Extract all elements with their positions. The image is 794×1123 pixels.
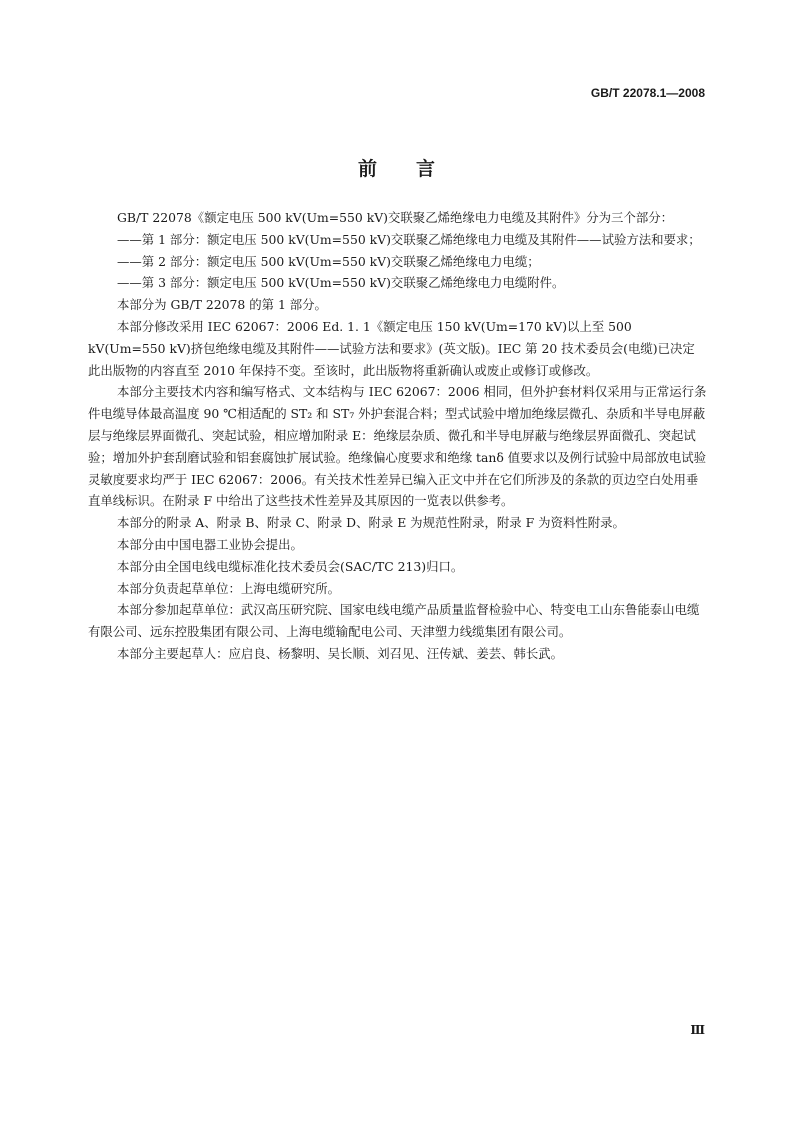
foreword-body [88, 207, 707, 665]
paragraph-annexes: 本部分的附录 A、附录 B、附录 C、附录 D、附录 E 为规范性附录，附录 F 为资料性附录。 [117, 515, 625, 531]
standard-number: GB/T 22078.1—2008 [590, 86, 705, 100]
paragraph-technical-differences: 本部分主要技术内容和编写格式、文本结构与 IEC 62067：2006 相同，但外护套材料仅采用与正常运行条件电缆导体最高温度 90 ℃相适配的 ST₂ 和 ST₇ 外护套混合料；型式试验中增加绝缘层微孔、杂质和半导电屏蔽层与绝缘层界面微孔、突起试验，相应增加附录 E：绝缘层杂质、微孔和半导电屏蔽与绝缘层界面微孔、突起试验；增加外护套刮磨试验和铝套腐蚀扩展试验。绝缘偏心度要求和绝缘 tanδ 值要求以及例行试验中局部放电试验灵敏度要求均严于 IEC 62067：2006。有关技术性差异已编入正文中并在它们所涉及的条款的页边空白处用垂直单线标识。在附录 F 中给出了这些技术性差异及其原因的一览表以供参考。 [88, 384, 707, 509]
title-char-1: 前 [357, 158, 378, 180]
list-item-part-1: ——第 1 部分：额定电压 500 kV(Um=550 kV)交联聚乙烯绝缘电力电缆及其附件——试验方法和要求； [117, 231, 701, 247]
list-item-part-2: ——第 2 部分：额定电压 500 kV(Um=550 kV)交联聚乙烯绝缘电力电缆； [117, 253, 540, 269]
paragraph-administration: 本部分由全国电线电缆标准化技术委员会(SAC/TC 213)归口。 [117, 558, 464, 574]
list-item-part-3: ——第 3 部分：额定电压 500 kV(Um=550 kV)交联聚乙烯绝缘电力电缆附件。 [117, 275, 565, 291]
paragraph-part-number: 本部分为 GB/T 22078 的第 1 部分。 [117, 297, 327, 313]
page-title [0, 154, 794, 181]
title-char-2: 言 [416, 158, 437, 180]
paragraph-drafters: 本部分主要起草人：应启良、杨黎明、吴长顺、刘召见、汪传斌、姜芸、韩长武。 [117, 645, 564, 661]
paragraph-adoption: 本部分修改采用 IEC 62067：2006 Ed. 1. 1《额定电压 150 kV(Um=170 kV)以上至 500 kV(Um=550 kV)挤包绝缘电缆及其附件——试验方法和要求》(英文版)。IEC 第 20 技术委员会(电缆)已决定此出版物的内容直至 2010 年保持不变。至该时，此出版物将重新确认或废止或修订或修改。 [88, 318, 695, 378]
paragraph-participating-units: 本部分参加起草单位：武汉高压研究院、国家电线电缆产品质量监督检验中心、特变电工山东鲁能泰山电缆有限公司、远东控股集团有限公司、上海电缆输配电公司、天津塑力线缆集团有限公司。 [88, 602, 700, 640]
paragraph-proposer: 本部分由中国电器工业协会提出。 [117, 536, 303, 552]
paragraph-drafting-unit: 本部分负责起草单位：上海电缆研究所。 [117, 580, 341, 596]
page-number: Ⅲ [690, 1023, 705, 1037]
paragraph-parts-intro: GB/T 22078《额定电压 500 kV(Um=550 kV)交联聚乙烯绝缘电力电缆及其附件》分为三个部分： [117, 210, 674, 225]
